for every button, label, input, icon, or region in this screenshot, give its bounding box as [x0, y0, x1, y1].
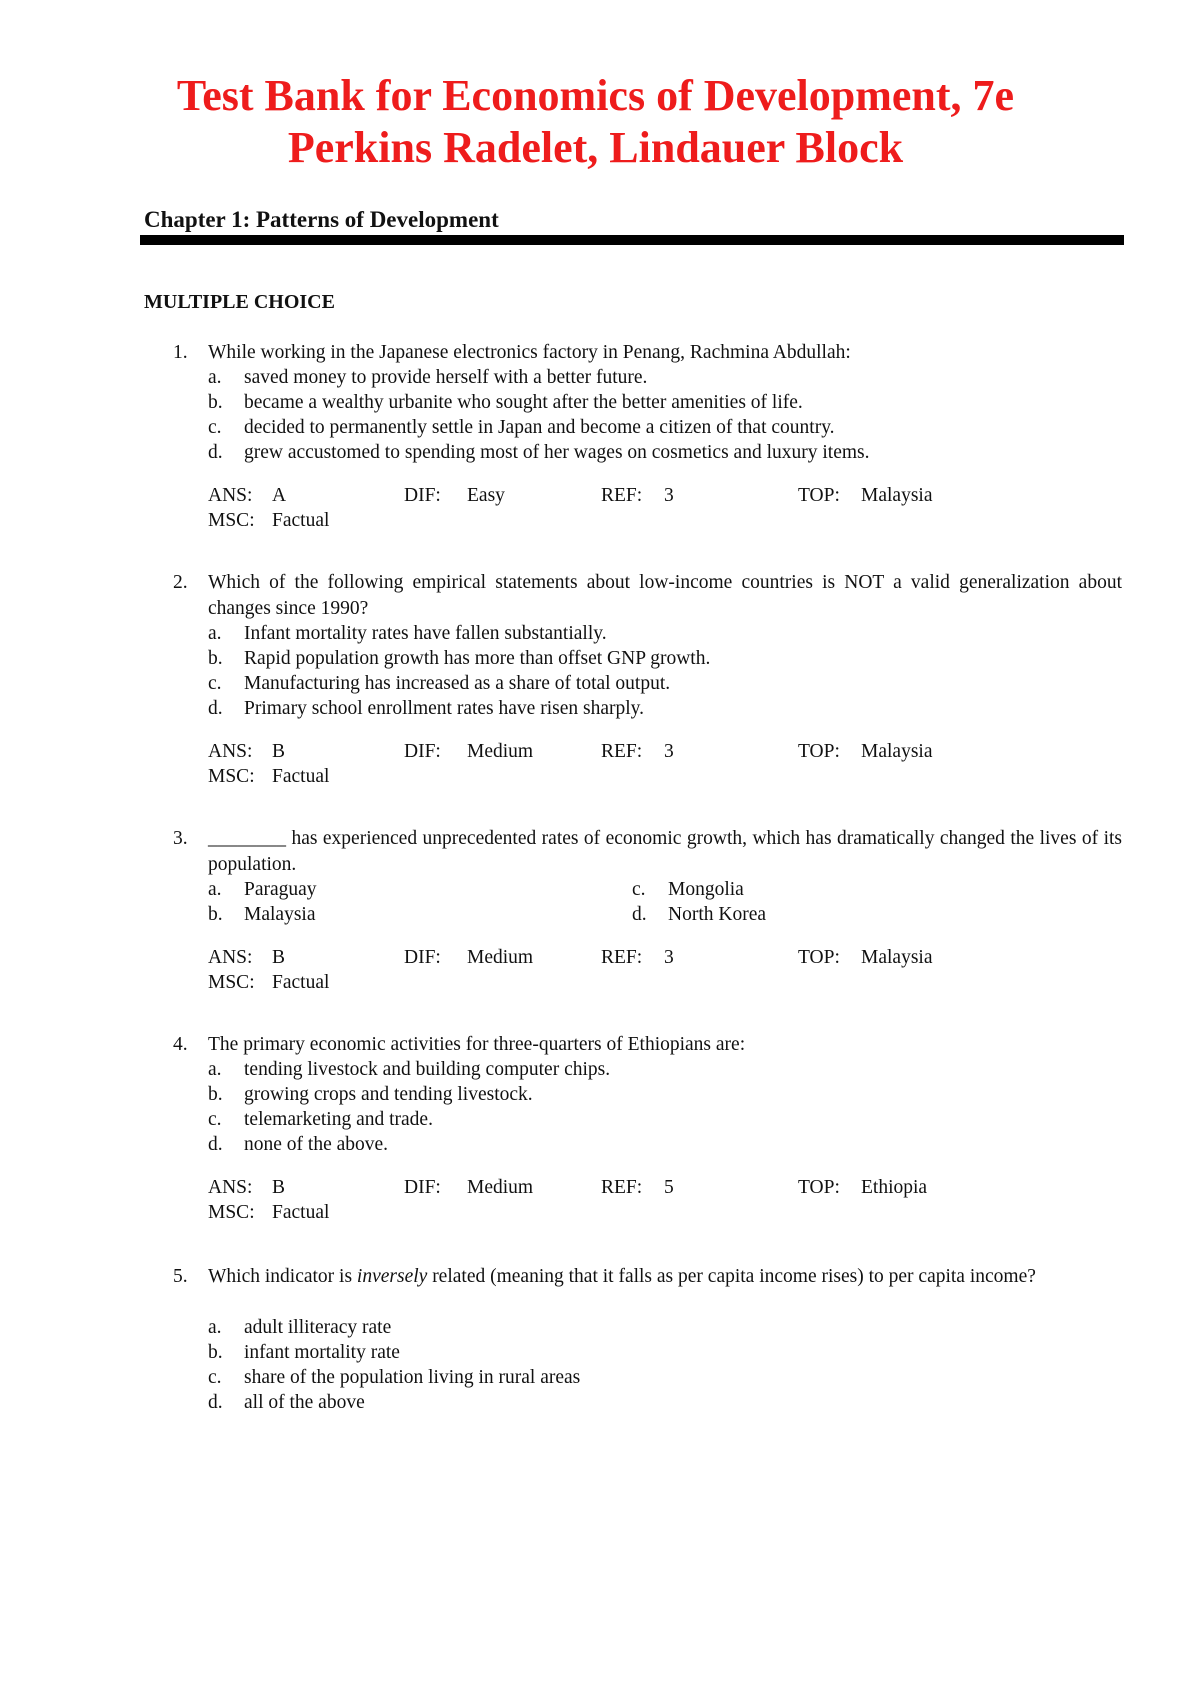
question-stem: ________ has experienced unprecedented rates of economic growth, which has dramatically changed the lives of its population.	[208, 828, 1122, 875]
question-stem: The primary economic activities for three-quarters of Ethiopians are:	[208, 1034, 746, 1055]
msc-label: MSC:	[208, 972, 255, 993]
reference-label: REF:	[601, 741, 643, 762]
question-number: 1.	[173, 342, 188, 363]
difficulty-label: DIF:	[404, 741, 441, 762]
title-line-2: Perkins Radelet, Lindauer Block	[287, 123, 904, 172]
answer-label: ANS:	[208, 1177, 253, 1198]
reference-value: 3	[664, 485, 674, 506]
difficulty-label: DIF:	[404, 485, 441, 506]
answer-label: ANS:	[208, 947, 253, 968]
answer-value: B	[272, 741, 286, 762]
option-letter: a.	[208, 623, 222, 644]
option-letter: a.	[208, 1317, 222, 1338]
difficulty-label: DIF:	[404, 1177, 441, 1198]
question-number: 2.	[173, 572, 188, 593]
difficulty-value: Medium	[467, 741, 534, 762]
msc-value: Factual	[272, 510, 330, 531]
option-text: Infant mortality rates have fallen substantially.	[244, 623, 607, 644]
question-number: 5.	[173, 1266, 188, 1287]
stem-text: related (meaning that it falls as per capita income rises) to per capita income?	[427, 1266, 1036, 1287]
option-text: telemarketing and trade.	[244, 1109, 433, 1130]
option-text: saved money to provide herself with a better future.	[244, 367, 648, 388]
reference-label: REF:	[601, 485, 643, 506]
reference-label: REF:	[601, 1177, 643, 1198]
question-stem	[208, 1264, 1122, 1290]
msc-label: MSC:	[208, 510, 255, 531]
option-text: Primary school enrollment rates have risen sharply.	[244, 698, 644, 719]
document-title	[0, 70, 1191, 174]
option-letter: b.	[208, 1342, 223, 1363]
option-text: Paraguay	[244, 879, 317, 900]
option-text: growing crops and tending livestock.	[244, 1084, 533, 1105]
title-line-1: Test Bank for Economics of Development, 7e	[176, 71, 1015, 120]
option-text: all of the above	[244, 1392, 365, 1413]
option-text: tending livestock and building computer chips.	[244, 1059, 611, 1080]
section-heading: MULTIPLE CHOICE	[144, 291, 335, 313]
topic-value: Malaysia	[861, 947, 933, 968]
option-text: Malaysia	[244, 904, 316, 925]
option-letter: a.	[208, 367, 222, 388]
answer-value: B	[272, 947, 286, 968]
option-text: decided to permanently settle in Japan and become a citizen of that country.	[244, 417, 835, 438]
option-letter: b.	[208, 1084, 223, 1105]
option-text: Manufacturing has increased as a share of total output.	[244, 673, 671, 694]
option-letter: c.	[208, 1367, 222, 1388]
option-letter: c.	[632, 879, 646, 900]
stem-emphasis: inversely	[356, 1266, 428, 1287]
option-letter: b.	[208, 904, 223, 925]
option-letter: c.	[208, 673, 222, 694]
reference-value: 5	[664, 1177, 674, 1198]
difficulty-label: DIF:	[404, 947, 441, 968]
option-text: Rapid population growth has more than offset GNP growth.	[244, 648, 711, 669]
option-text: none of the above.	[244, 1134, 389, 1155]
answer-value: B	[272, 1177, 286, 1198]
answer-value: A	[272, 485, 287, 506]
option-letter: a.	[208, 879, 222, 900]
option-text: adult illiteracy rate	[244, 1317, 392, 1338]
option-text: became a wealthy urbanite who sought after the better amenities of life.	[244, 392, 803, 413]
option-letter: d.	[208, 442, 223, 463]
topic-value: Ethiopia	[861, 1177, 928, 1198]
option-text: grew accustomed to spending most of her wages on cosmetics and luxury items.	[244, 442, 870, 463]
option-text: Mongolia	[668, 879, 744, 900]
option-text: infant mortality rate	[244, 1342, 400, 1363]
answer-label: ANS:	[208, 741, 253, 762]
option-letter: d.	[208, 1392, 223, 1413]
difficulty-value: Easy	[467, 485, 505, 506]
difficulty-value: Medium	[467, 947, 534, 968]
msc-label: MSC:	[208, 1202, 255, 1223]
topic-value: Malaysia	[861, 741, 933, 762]
msc-value: Factual	[272, 972, 330, 993]
difficulty-value: Medium	[467, 1177, 534, 1198]
msc-value: Factual	[272, 766, 330, 787]
topic-value: Malaysia	[861, 485, 933, 506]
option-letter: b.	[208, 648, 223, 669]
question-stem: Which of the following empirical statements about low-income countries is NOT a valid generalization about changes since 1990?	[208, 572, 1122, 619]
question-number: 3.	[173, 828, 188, 849]
question-number: 4.	[173, 1034, 188, 1055]
option-text: share of the population living in rural areas	[244, 1367, 581, 1388]
question-stem: While working in the Japanese electronics factory in Penang, Rachmina Abdullah:	[208, 342, 851, 363]
topic-label: TOP:	[798, 485, 840, 506]
topic-label: TOP:	[798, 741, 840, 762]
msc-value: Factual	[272, 1202, 330, 1223]
option-letter: c.	[208, 1109, 222, 1130]
chapter-rule	[140, 235, 1124, 245]
answer-label: ANS:	[208, 485, 253, 506]
option-letter: d.	[208, 1134, 223, 1155]
topic-label: TOP:	[798, 947, 840, 968]
option-letter: d.	[208, 698, 223, 719]
reference-value: 3	[664, 947, 674, 968]
option-text: North Korea	[668, 904, 767, 925]
option-letter: d.	[632, 904, 647, 925]
stem-text: Which indicator is	[208, 1266, 357, 1287]
reference-value: 3	[664, 741, 674, 762]
option-letter: a.	[208, 1059, 222, 1080]
reference-label: REF:	[601, 947, 643, 968]
option-letter: c.	[208, 417, 222, 438]
chapter-heading: Chapter 1: Patterns of Development	[144, 207, 499, 232]
option-letter: b.	[208, 392, 223, 413]
topic-label: TOP:	[798, 1177, 840, 1198]
msc-label: MSC:	[208, 766, 255, 787]
